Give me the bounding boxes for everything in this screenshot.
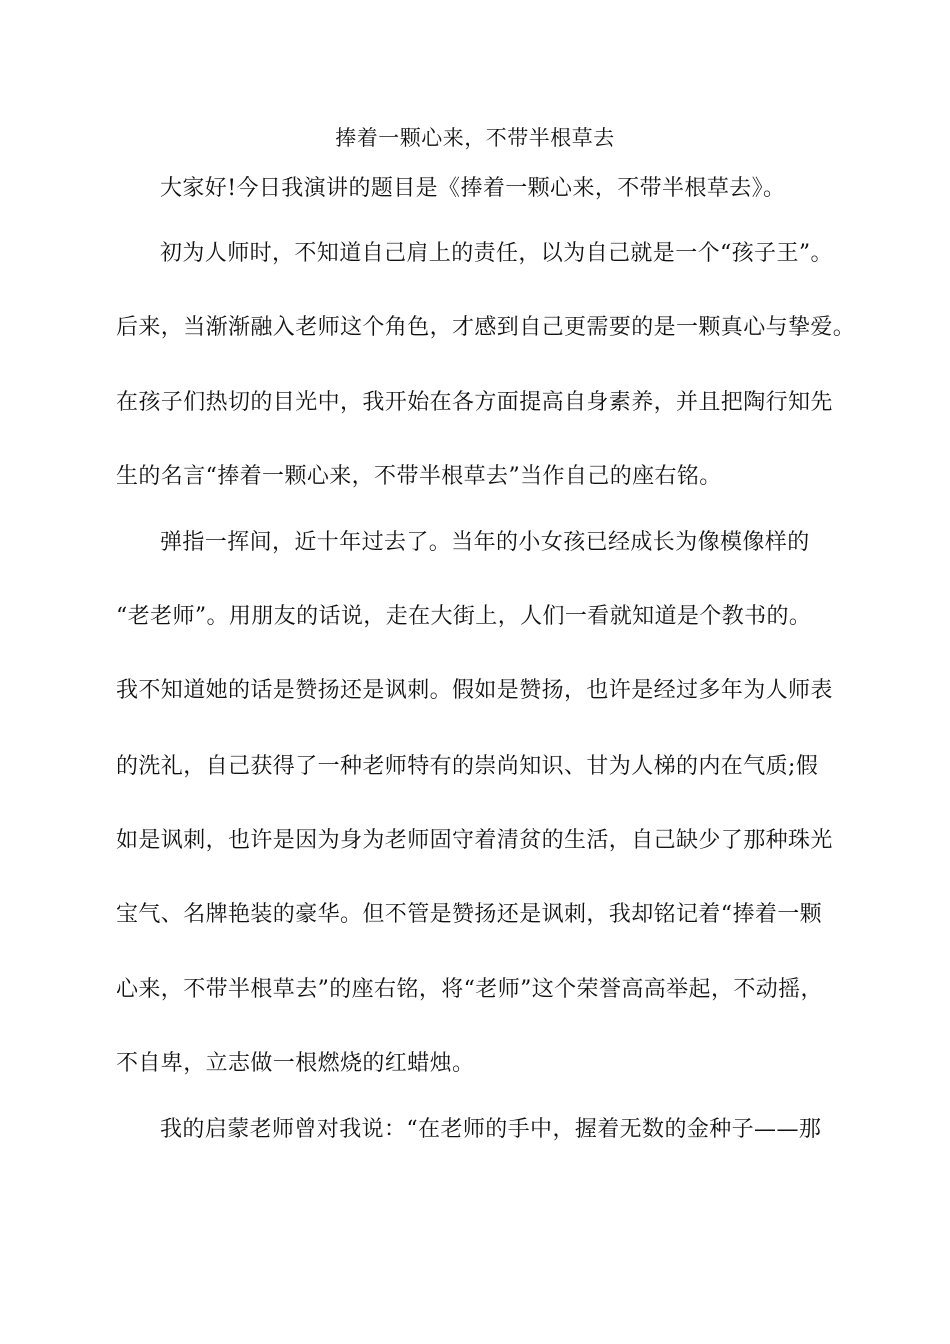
text-line: 大家好!今日我演讲的题目是《捧着一颗心来，不带半根草去》。 <box>160 176 786 201</box>
text-line: 我的启蒙老师曾对我说：“在老师的手中，握着无数的金种子——那 <box>160 1117 822 1142</box>
text-line: 的洗礼，自己获得了一种老师特有的崇尚知识、甘为人梯的内在气质;假 <box>116 754 819 779</box>
document-title: 捧着一颗心来，不带半根草去 <box>335 126 615 150</box>
text-line: 初为人师时，不知道自己肩上的责任，以为自己就是一个“孩子王”。 <box>160 241 833 266</box>
text-line: 心来，不带半根草去”的座右铭，将“老师”这个荣誉高高举起，不动摇， <box>116 977 823 1002</box>
text-line: 在孩子们热切的目光中，我开始在各方面提高自身素养，并且把陶行知先 <box>116 390 833 415</box>
text-line: 我不知道她的话是赞扬还是讽刺。假如是赞扬，也许是经过多年为人师表 <box>116 678 833 703</box>
text-line: 如是讽刺，也许是因为身为老师固守着清贫的生活，自己缺少了那种珠光 <box>116 828 833 853</box>
text-line: 生的名言“捧着一颗心来，不带半根草去”当作自己的座右铭。 <box>116 464 722 489</box>
text-line: 弹指一挥间，近十年过去了。当年的小女孩已经成长为像模像样的 <box>160 530 810 555</box>
text-line: 后来，当渐渐融入老师这个角色，才感到自己更需要的是一颗真心与挚爱。 <box>116 315 856 340</box>
text-line: “老老师”。用朋友的话说，走在大街上，人们一看就知道是个教书的。 <box>116 604 812 629</box>
text-line: 不自卑，立志做一根燃烧的红蜡烛。 <box>116 1051 475 1076</box>
text-line: 宝气、名牌艳装的豪华。但不管是赞扬还是讽刺，我却铭记着“捧着一颗 <box>116 902 823 927</box>
